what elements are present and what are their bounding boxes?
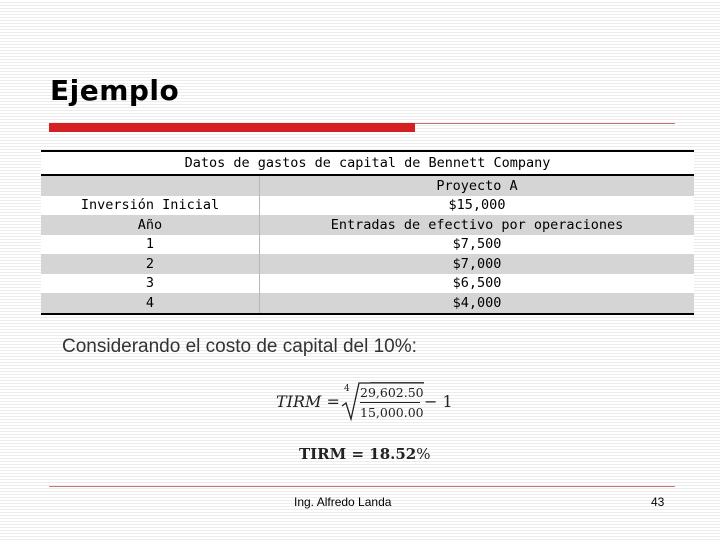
inflow-cell: $6,500 [452, 275, 502, 292]
year-label: Año [41, 215, 260, 235]
table-row [41, 175, 694, 196]
inflow-cell: $4,000 [260, 293, 695, 314]
cost-of-capital-text: Considerando el costo de capital del 10%: [62, 336, 417, 357]
table-row [41, 274, 694, 294]
year-cell: 1 [41, 235, 260, 255]
slide-title: Ejemplo [50, 74, 180, 107]
tirm-result-value: TIRM = 18.52 [299, 445, 417, 463]
page-number: 43 [651, 495, 665, 509]
fraction [360, 385, 424, 420]
project-header: Proyecto A [260, 175, 695, 196]
operating-inflows-label: Entradas de efectivo por operaciones [260, 215, 695, 235]
table-row [41, 235, 694, 255]
tirm-result-unit: % [416, 445, 431, 463]
table-cell-empty [41, 175, 260, 196]
fraction-denominator: 15,000.00 [360, 405, 424, 420]
fraction-numerator: 29,602.50 [360, 385, 424, 400]
formula-minus-one: − 1 [424, 392, 453, 411]
inflow-cell: $7,500 [452, 236, 502, 253]
title-accent-bar [49, 123, 415, 132]
formula-lhs: TIRM = [276, 392, 340, 411]
table-row [41, 215, 694, 235]
root-index: 4 [344, 384, 350, 394]
footer-author: Ing. Alfredo Landa [294, 495, 392, 509]
initial-investment-label: Inversión Inicial [41, 196, 260, 216]
inflow-cell: $7,000 [260, 254, 695, 274]
year-cell: 4 [41, 293, 260, 314]
year-cell: 2 [41, 254, 260, 274]
title-underline-rule [415, 123, 675, 124]
table-row [41, 293, 694, 314]
fraction-bar [360, 402, 420, 403]
table-caption: Datos de gastos de capital de Bennett Company [41, 151, 694, 175]
tirm-result [299, 445, 431, 463]
footer-rule [49, 486, 675, 487]
table-caption-row [41, 151, 694, 175]
table-row [41, 196, 694, 216]
capital-expenditure-table [41, 150, 694, 315]
year-cell: 3 [41, 274, 260, 294]
table-row [41, 254, 694, 274]
initial-investment-value: $15,000 [448, 197, 506, 214]
